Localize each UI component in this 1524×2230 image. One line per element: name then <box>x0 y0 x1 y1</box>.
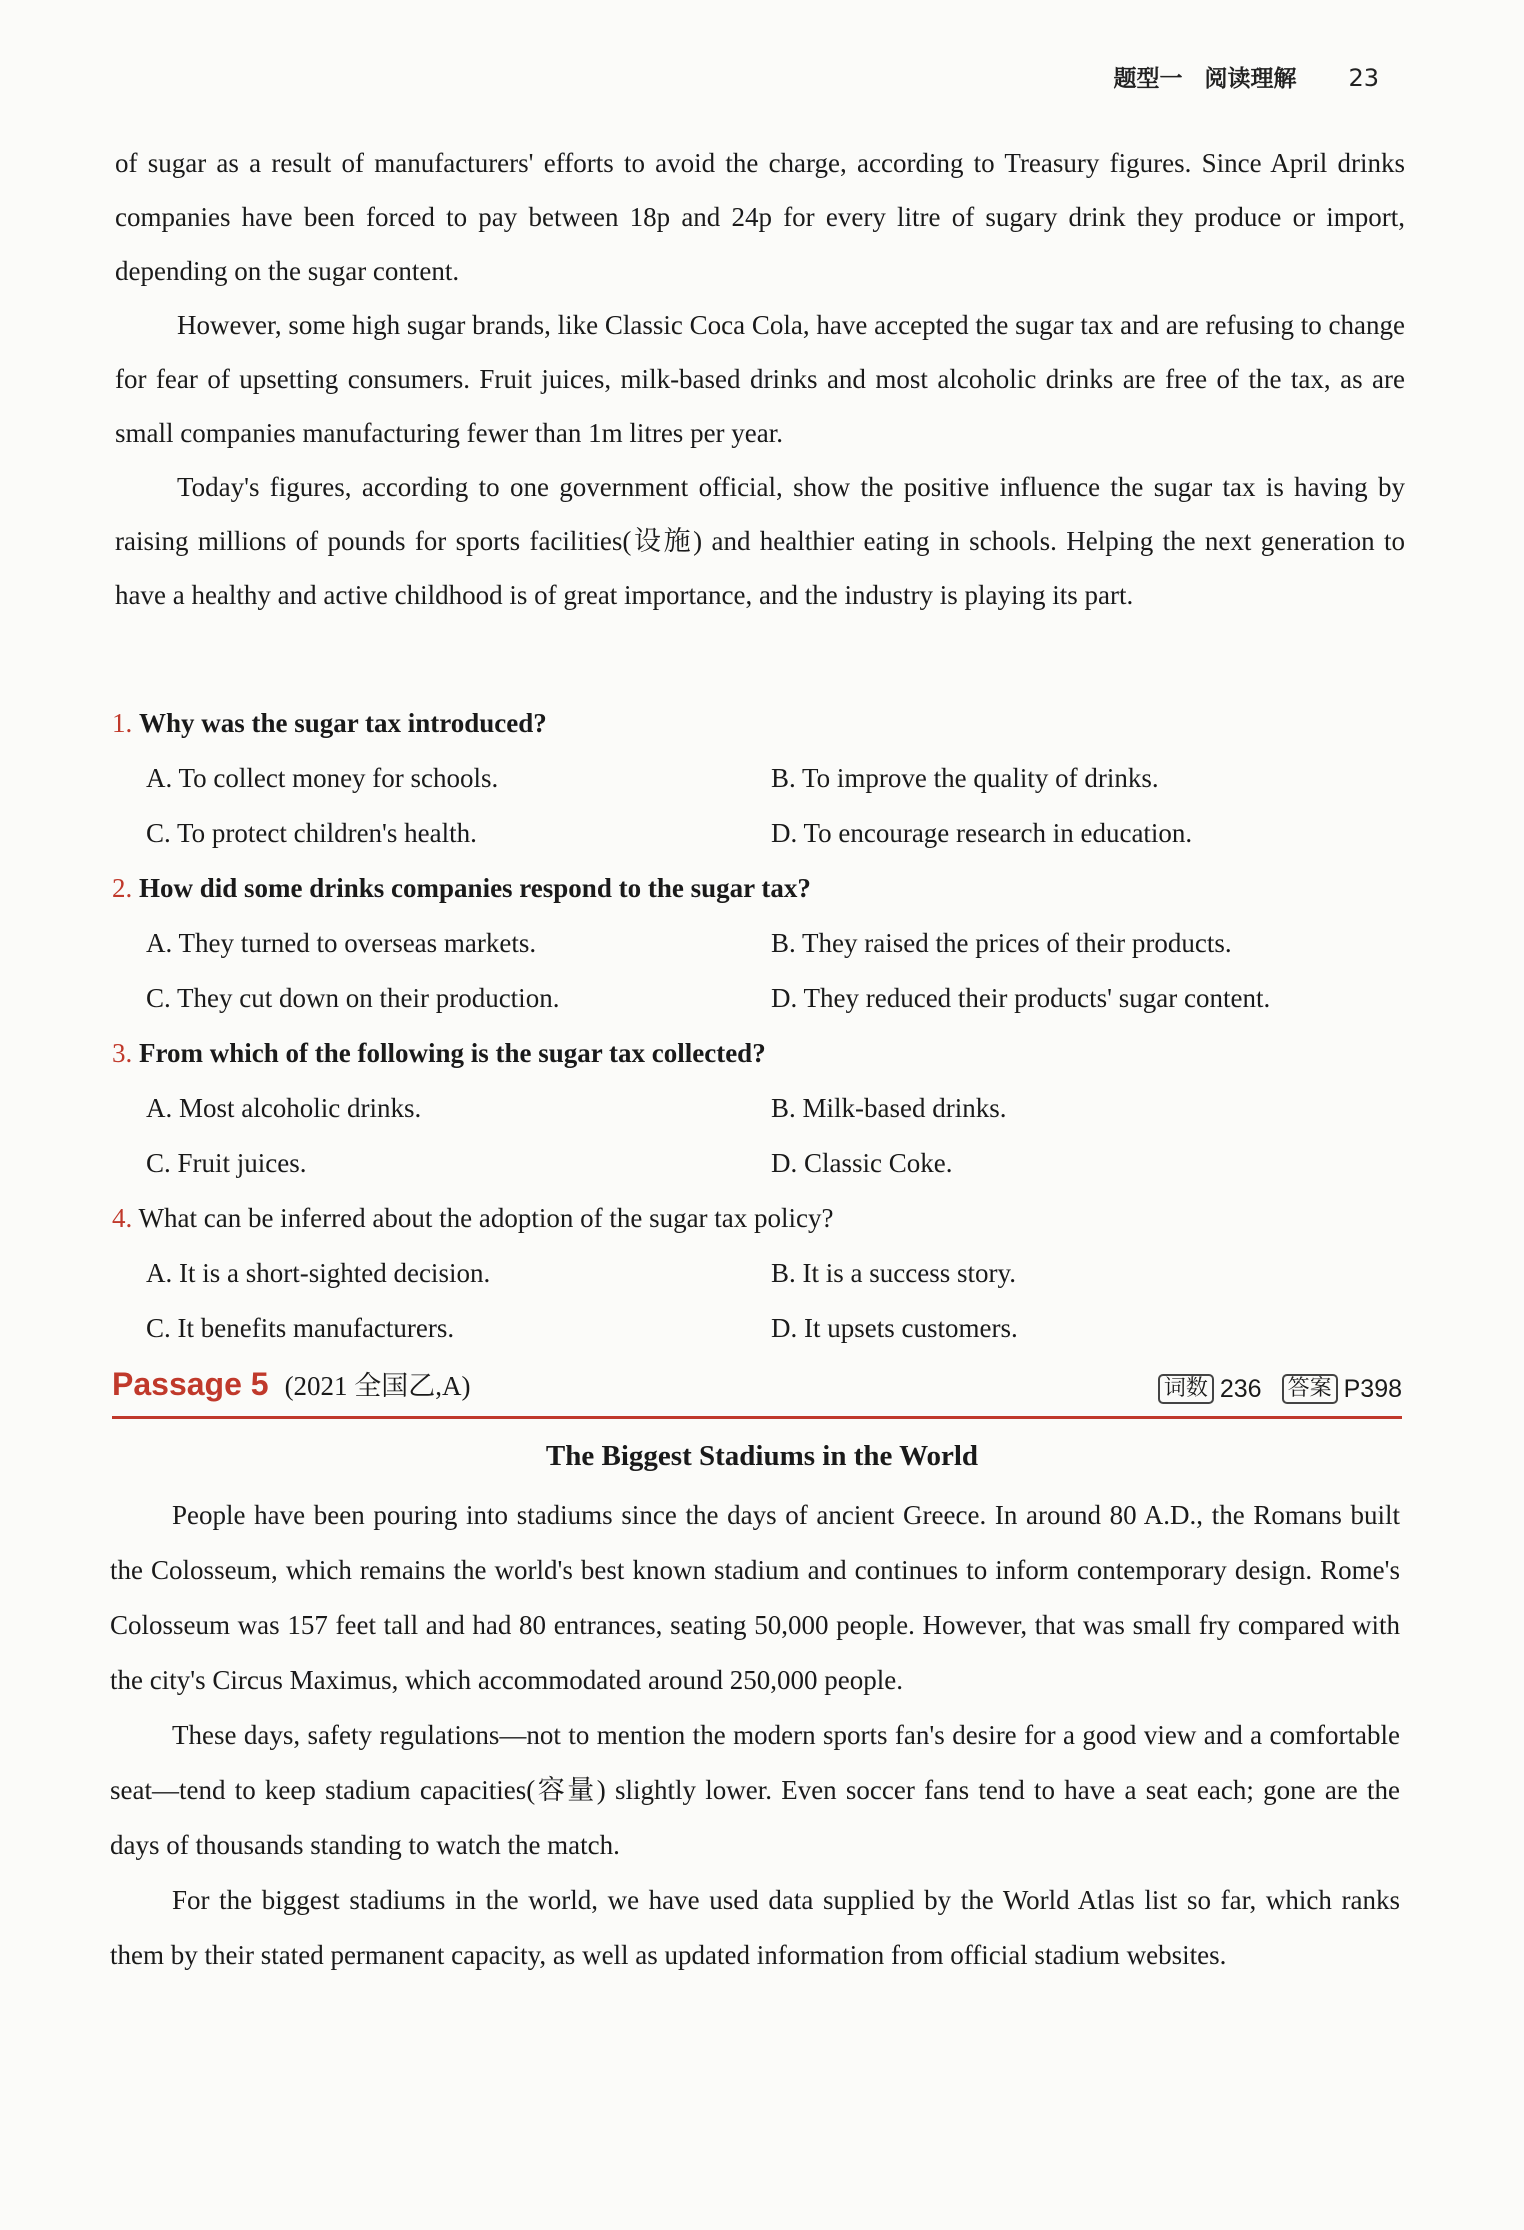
answer-option: D. It upsets customers. <box>771 1313 1018 1343</box>
body-paragraph: However, some high sugar brands, like Classic Coca Cola, have accepted the sugar tax and are refusing to change for fear of upsetting consumers. Fruit juices, milk-based drinks and most alcoholic drinks are free of the tax, as are small companies manufacturing fewer than 1m litres per year. <box>115 310 1405 448</box>
answer-option: D. They reduced their products' sugar content. <box>771 983 1271 1013</box>
question-number: 4. <box>112 1203 133 1233</box>
answer-option: D. Classic Coke. <box>771 1148 953 1178</box>
answer-option: A. It is a short-sighted decision. <box>146 1258 491 1288</box>
answer-option: A. They turned to overseas markets. <box>146 928 537 958</box>
word-count-tag: 词数 <box>1158 1374 1214 1404</box>
question-number: 1. <box>112 708 133 738</box>
question-stem: How did some drinks companies respond to the sugar tax? <box>139 873 811 903</box>
running-head <box>1113 60 1379 93</box>
passage-meta <box>1158 1374 1402 1404</box>
answer-page: P398 <box>1343 1374 1402 1403</box>
article-title: The Biggest Stadiums in the World <box>545 1440 979 1472</box>
answer-option: C. They cut down on their production. <box>146 983 560 1013</box>
body-paragraph: of sugar as a result of manufacturers' efforts to avoid the charge, according to Treasury figures. Since April drinks companies have been forced to pay between 18p and 24p for every litre of sugary drink they produce or import, depending on the sugar content. <box>115 148 1405 286</box>
passage-label: Passage 5 <box>112 1366 269 1402</box>
answer-option: A. To collect money for schools. <box>146 763 499 793</box>
answer-option: D. To encourage research in education. <box>771 818 1193 848</box>
header-title: 阅读理解 <box>1204 66 1297 92</box>
passage-source: (2021 全国乙,A) <box>284 1371 471 1401</box>
page-number: 23 <box>1348 64 1379 92</box>
answer-option: B. To improve the quality of drinks. <box>771 763 1159 793</box>
passage-5-body <box>110 1488 1400 1983</box>
header-section: 题型一 <box>1113 66 1183 92</box>
article-paragraph: These days, safety regulations—not to mention the modern sports fan's desire for a good view and a comfortable seat—tend to keep stadium capacities(容量) slightly lower. Even soccer fans tend to have a seat each; gone are the days of thousands standing to watch the match. <box>110 1720 1400 1860</box>
answer-option: A. Most alcoholic drinks. <box>146 1093 422 1123</box>
question-stem: What can be inferred about the adoption of the sugar tax policy? <box>138 1203 834 1233</box>
article-paragraph: People have been pouring into stadiums since the days of ancient Greece. In around 80 A.D., the Romans built the Colosseum, which remains the world's best known stadium and continues to inform contemporary design. Rome's Colosseum was 157 feet tall and had 80 entrances, seating 50,000 people. However, that was small fry compared with the city's Circus Maximus, which accommodated around 250,000 people. <box>110 1500 1400 1695</box>
question-item <box>112 696 1412 861</box>
article-paragraph: For the biggest stadiums in the world, we have used data supplied by the World Atlas list so far, which ranks them by their stated permanent capacity, as well as updated information from official stadium websites. <box>110 1885 1400 1970</box>
word-count: 236 <box>1219 1374 1262 1403</box>
passage-4-body <box>115 136 1405 622</box>
question-number: 3. <box>112 1038 133 1068</box>
question-list <box>112 696 1412 1356</box>
question-item <box>112 1191 1412 1356</box>
answer-option: C. To protect children's health. <box>146 818 477 848</box>
question-item <box>112 861 1412 1026</box>
body-paragraph: Today's figures, according to one government official, show the positive influence the sugar tax is having by raising millions of pounds for sports facilities(设施) and healthier eating in schools. Helping the next generation to have a healthy and active childhood is of great importance, and the industry is playing its part. <box>115 472 1405 610</box>
question-item <box>112 1026 1412 1191</box>
answer-option: B. It is a success story. <box>771 1258 1016 1288</box>
answer-option: C. It benefits manufacturers. <box>146 1313 455 1343</box>
question-number: 2. <box>112 873 133 903</box>
answer-option: B. Milk-based drinks. <box>771 1093 1007 1123</box>
question-stem: Why was the sugar tax introduced? <box>139 708 547 738</box>
answer-option: B. They raised the prices of their products. <box>771 928 1232 958</box>
question-stem: From which of the following is the sugar tax collected? <box>139 1038 766 1068</box>
answer-tag: 答案 <box>1282 1374 1338 1404</box>
answer-option: C. Fruit juices. <box>146 1148 307 1178</box>
passage-header <box>112 1364 1402 1419</box>
